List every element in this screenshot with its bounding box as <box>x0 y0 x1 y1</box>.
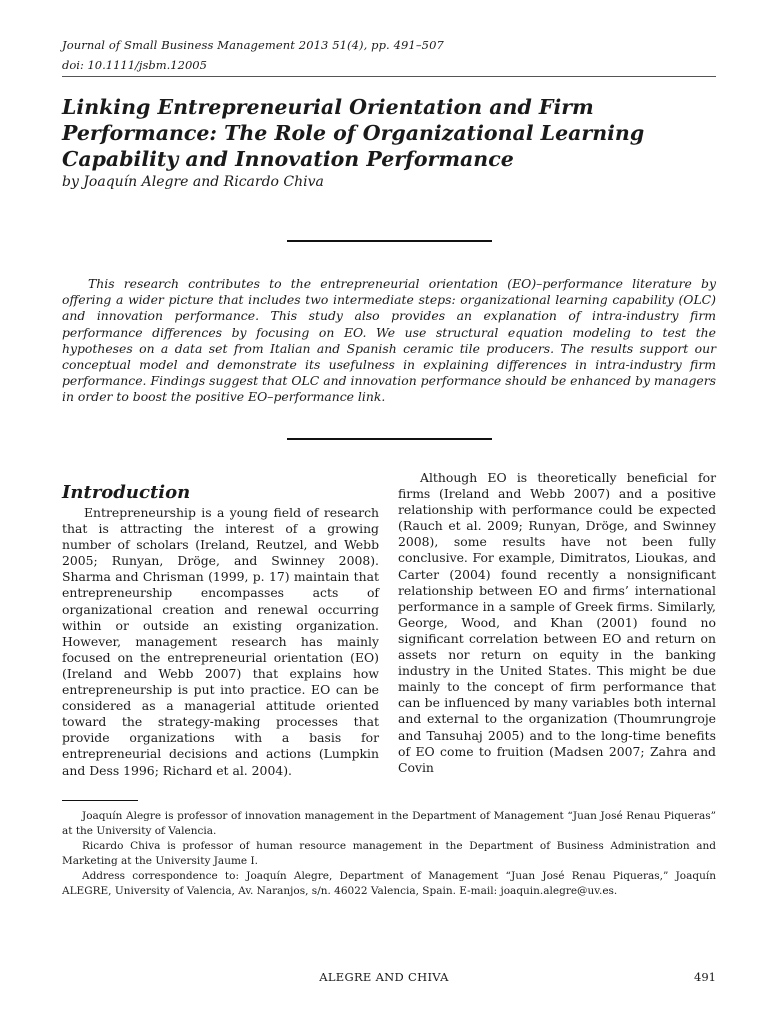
abstract: This research contributes to the entrepreneurial orientation (EO)–performance literature by offering a wider picture that includes two intermediate steps: organizational learning capability (OLC) and innovation performance. This study also provides an explanation of intra-industry firm performance differences by focusing on EO. We use structural equation modeling to test the hypotheses on a data set from Italian and Spanish ceramic tile producers. The results support our conceptual model and demonstrate its usefulness in explaining differences in intra-industry firm performance. Findings suggest that OLC and innovation performance should be enhanced by managers in order to boost the positive EO–performance link. <box>62 276 716 405</box>
footnote-author-1: Joaquín Alegre is professor of innovation management in the Department of Management “Juan José Renau Piqueras” at the University of Valencia. <box>62 810 716 837</box>
byline: by Joaquín Alegre and Ricardo Chiva <box>62 174 324 190</box>
left-column <box>62 482 379 779</box>
journal-citation: Journal of Small Business Management 2013 51(4), pp. 491–507 <box>62 38 444 52</box>
running-foot: ALEGRE AND CHIVA <box>319 970 449 984</box>
right-column <box>398 470 716 776</box>
page-number: 491 <box>694 970 716 984</box>
body-paragraph-left: Entrepreneurship is a young field of research that is attracting the interest of a growing number of scholars (Ireland, Reutzel, and Webb 2005; Runyan, Dröge, and Swinney 2008). Sharma and Chrisman (1999, p. 17) maintain that entrepreneurship encompasses acts of organizational creation and renewal occurring within or outside an existing organization. However, management research has mainly focused on the entrepreneurial orientation (EO) (Ireland and Webb 2007) that explains how entrepreneurship is put into practice. EO can be considered as a managerial attitude oriented toward the strategy-making processes that provide organizations with a basis for entrepreneurial decisions and actions (Lumpkin and Dess 1996; Richard et al. 2004). <box>62 505 379 778</box>
section-heading: Introduction <box>62 482 191 503</box>
footnote-rule <box>62 800 138 801</box>
doi: doi: 10.1111/jsbm.12005 <box>62 58 207 72</box>
footnotes <box>62 809 716 899</box>
body-paragraph-right: Although EO is theoretically beneficial for firms (Ireland and Webb 2007) and a positive relationship with performance could be expected (Rauch et al. 2009; Runyan, Dröge, and Swinney 2008), some results have not been fully conclusive. For example, Dimitratos, Lioukas, and Carter (2004) found recently a nonsignificant relationship between EO and firms’ international performance in a sample of Greek firms. Similarly, George, Wood, and Khan (2001) found no significant correlation between EO and return on assets nor return on equity in the banking industry in the United States. This might be due mainly to the concept of firm performance that can be influenced by many variables both internal and external to the organization (Thoumrungroje and Tansuhaj 2005) and to the long-time benefits of EO come to fruition (Madsen 2007; Zahra and Covin <box>398 470 716 775</box>
article-title: Linking Entrepreneurial Orientation and Firm Performance: The Role of Organizational Learning Capability and Innovation Performance <box>62 95 645 171</box>
abstract-bottom-rule <box>287 438 492 440</box>
abstract-top-rule <box>287 240 492 242</box>
header-divider <box>62 76 716 77</box>
footnote-author-2: Ricardo Chiva is professor of human resource management in the Department of Business Administration and Marketing at the University Jaume I. <box>62 840 716 867</box>
footnote-correspondence: Address correspondence to: Joaquín Alegre, Department of Management “Juan José Renau Piqueras,” Joaquín ALEGRE, University of Valencia, Av. Naranjos, s/n. 46022 Valencia, Spain. E-mail: joaquin.alegre@uv.es. <box>62 870 716 897</box>
